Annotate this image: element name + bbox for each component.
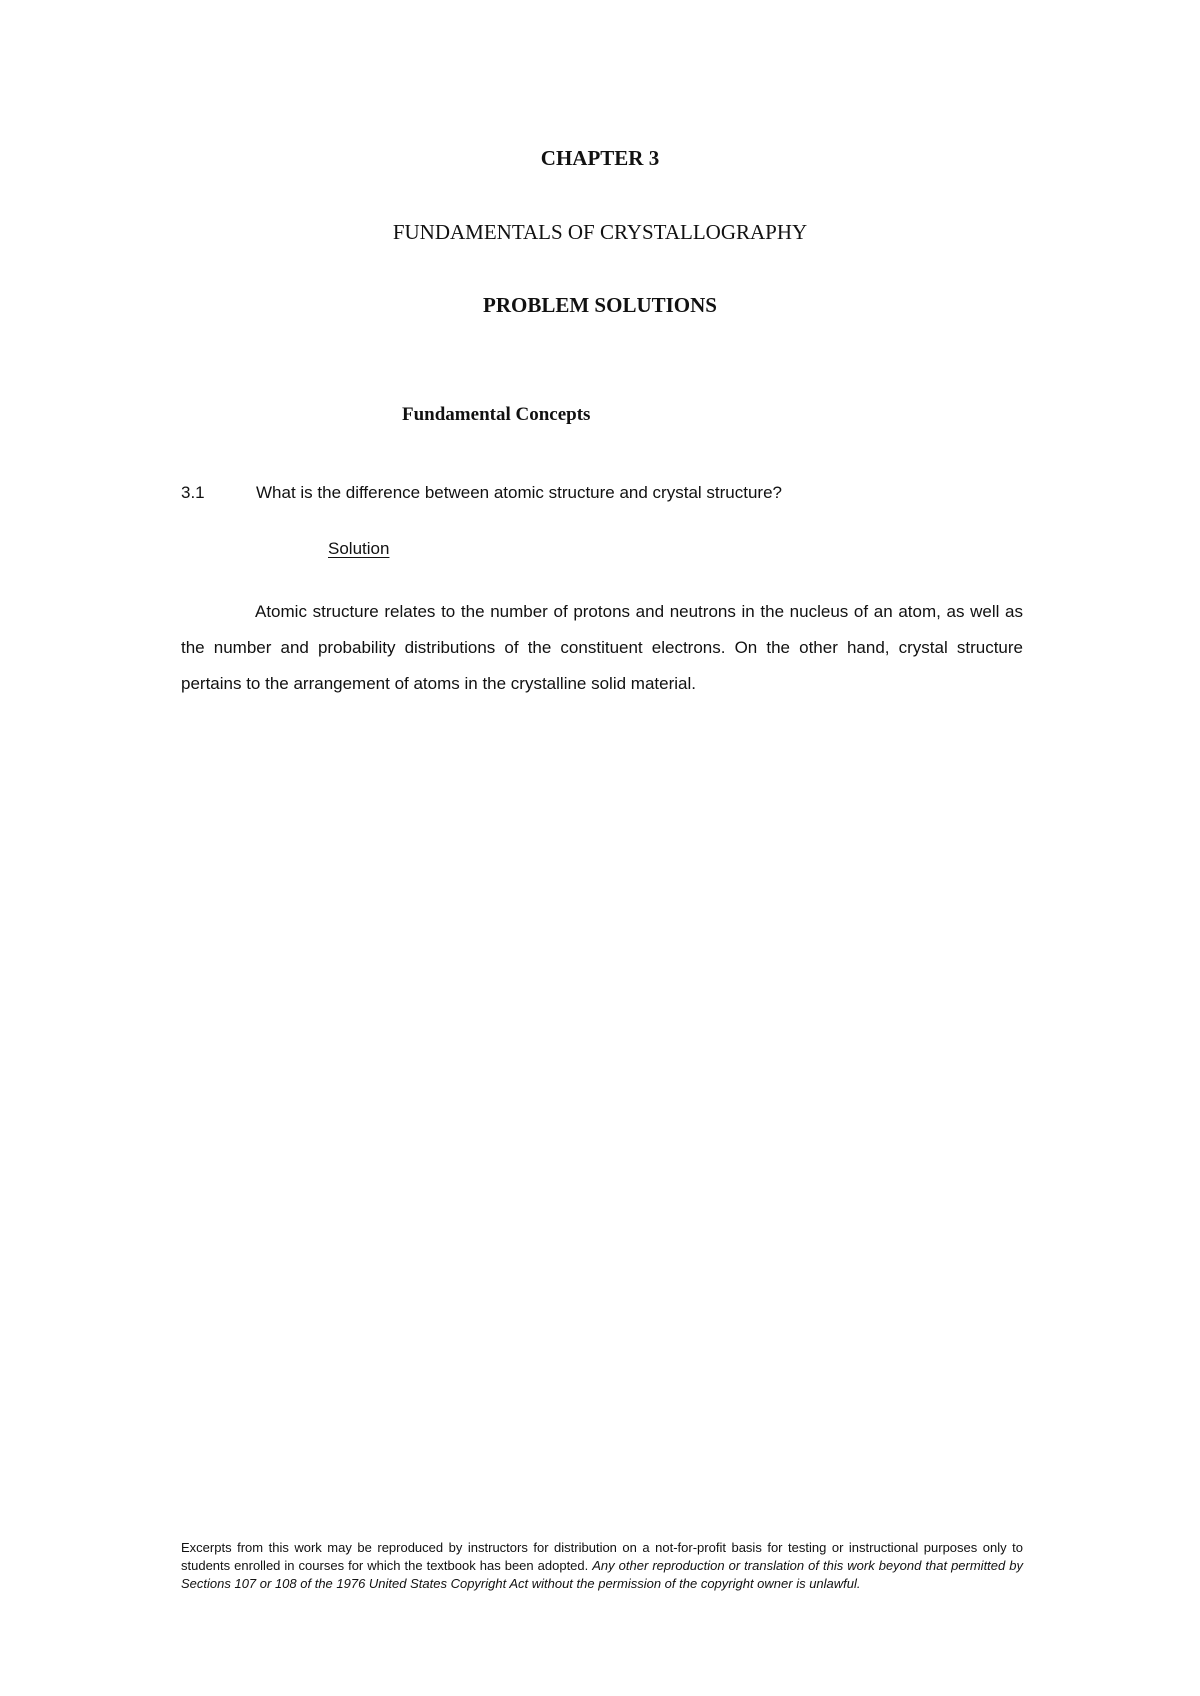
chapter-subtitle: FUNDAMENTALS OF CRYSTALLOGRAPHY [392, 220, 808, 244]
problem-number: 3.1 [181, 483, 205, 502]
solution-label: Solution [328, 539, 390, 558]
problem-solutions-title: PROBLEM SOLUTIONS [483, 293, 717, 317]
copyright-footer-italic: Any other reproduction or translation of this work beyond that permitted by Sections 107 or 108 of the 1976 United States Copyright Act without the permission of the copyright owner is unlawful. [181, 1558, 1023, 1591]
copyright-footer [181, 1539, 1023, 1593]
problem-question: What is the difference between atomic structure and crystal structure? [256, 483, 782, 502]
chapter-title: CHAPTER 3 [540, 146, 660, 170]
fundamental-concepts-heading: Fundamental Concepts [402, 404, 591, 425]
copyright-footer-plain: Excerpts from this work may be reproduced by instructors for distribution on a not-for-profit basis for testing or instructional purposes only to students enrolled in courses for which the textbook has been adopted. [181, 1540, 1023, 1573]
solution-text: Atomic structure relates to the number of protons and neutrons in the nucleus of an atom, as well as the number and probability distributions of the constituent electrons. On the other hand, crystal structure pertains to the arrangement of atoms in the crystalline solid material. [181, 602, 1023, 693]
